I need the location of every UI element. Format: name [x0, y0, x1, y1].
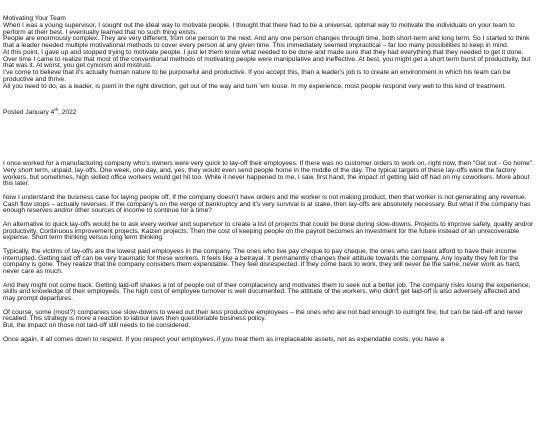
post-paragraph: Typically, the victims of lay-offs are the lowest paid employees in the company. The ones who live pay cheque to pay cheque, the ones who can least afford to have their income interrupted. Getting laid off can be very traumatic for these workers. It feels like a betrayal. It permanently changes their attitude towards the company. Any loyalty they felt for the company is gone. They realize that the company considers them expendable. They feel disrespected. If they come back to work, they will never be the same, never work as hard, never care as much.: [3, 247, 521, 276]
post-paragraph: Of course, some (most?) companies use slow-downs to weed out their less productive employees – the ones who are not bad enough to outright fire, but can be laid-off and never recalled. This strategy is more a reaction to labour laws then questionable business policy. But, the impact on those not laid-off still needs to be considered.: [3, 308, 523, 330]
post-paragraph: Once again, it all comes down to respect. If you respect your employees, if you treat them as irreplaceable assets, not as expendable costs, you have a: [3, 335, 445, 343]
intro-paragraph: All you need to do, as a leader, is point in the right direction, get out of the way and turn 'em loose. In my experience, most people respond very well to this kind of treatment.: [3, 82, 507, 90]
post-paragraph: I once worked for a manufacturing company who's owners were very quick to lay-off their employees. If there was no customer orders to work on, right now, then "Get out - Go home". Very short term, unpaid, lay-offs. One week, one day, and, yes, they would even send people home in the middle of the day. The typical targets of these lay-offs were the factory workers, but sometimes, high skilled office workers would get hit too. While it never happened to me, I saw, first hand, the impact of getting laid off had on my coworkers. More about this later.: [3, 160, 535, 188]
spacer: [3, 117, 534, 161]
intro-paragraph: Over time I came to realize that most of the conventional methods of motivating people were manipulative and ineffective. At best, you might get a short term burst of productivity, but that was it. At worst, you get cynicism and mistrust.: [3, 55, 531, 70]
post-paragraph: And they might not come back. Getting laid-off shakes a lot of people out of their complacency and motivates them to seek out a better job. The company risks losing the experience, skills and knowledge of their employees. The high cost of employee turnover is well documented. The attitude of the workers, who didn't get laid-off is also adversely affected and may prompt departures.: [3, 281, 531, 303]
posted-date-ordinal: th: [54, 107, 59, 113]
post-paragraph: An alternative to quick lay-offs would be to ask every worker and supervisor to create a list of projects that could be done during slow-downs. Projects to improve safety, quality and/or productivity. Continuous improvement projects. Kaizen projects. Then the cost of keeping people on the payroll becomes an investment for the future instead of an unrecoverable expense. Short term thinking versus long term thinking.: [3, 220, 534, 242]
posted-date: [3, 107, 534, 117]
post-body: [3, 161, 534, 343]
intro-paragraph: People are enormously complex. They are very different, from one person to the next. And any one person changes through time, both short-term and long term. So I started to think that a leader needed multiple motivational methods to cover every person at any given time. This immediately seemed impractical – far too many possibilities to keep in mind.: [3, 35, 530, 49]
post-paragraph: Now I understand the business case for laying people off. If the company doesn't have orders and the worker is not making product, then that worker is not generating any revenue. Cash flow stops – actually reverses. If the company's on the verge of bankruptcy and it's very survival is at stake, then lay-offs are absolutely necessary. But what if the company has enough reserves and/or other sources of income to continue for a time?: [3, 193, 531, 215]
intro-paragraph: When I was a young supervisor, I sought out the ideal way to motivate people. I thought that there had to be a universal, optimal way to motivate the individuals on your team to perform at their best. I eventually learned that no such thing exists.: [3, 21, 515, 36]
posted-date-prefix: Posted January 4: [3, 109, 55, 117]
document-page: [0, 16, 536, 421]
posted-date-year: , 2022: [58, 109, 77, 117]
intro-section: [3, 23, 534, 91]
intro-paragraph: I've come to believe that it's actually human nature to be purposeful and productive. If you accept this, than a leader's job is to create an environment in which his team can be productive and thrive.: [3, 69, 511, 83]
intro-paragraph: At this point, I gave up and stopped trying to motivate people. I just let them know what needed to be done and made sure that they had everything that they needed to get it done.: [3, 48, 524, 56]
page-title: Motivating Your Team: [3, 15, 66, 22]
